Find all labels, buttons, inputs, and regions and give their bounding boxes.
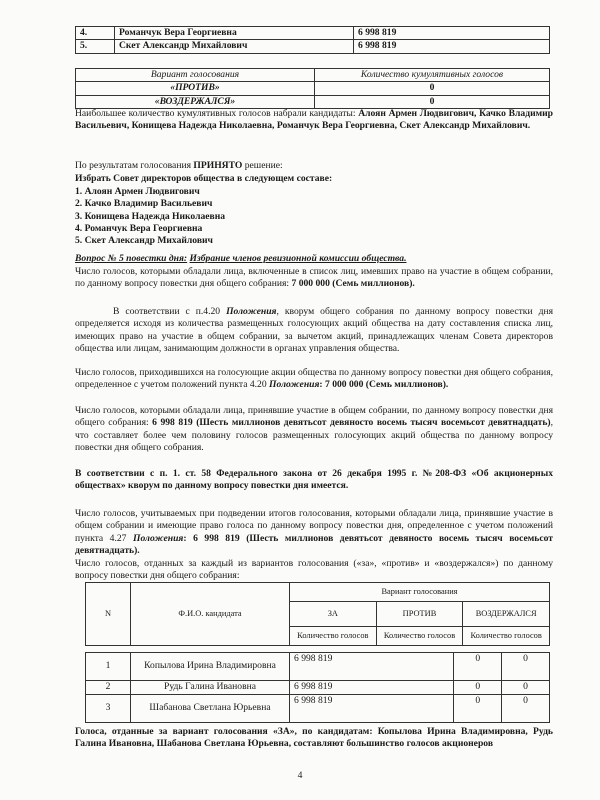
row-number: 4. — [76, 27, 115, 40]
vote-table-header — [85, 582, 550, 646]
variant-table — [75, 68, 550, 109]
row-number: 3 — [86, 695, 131, 723]
header-count: Количество голосов — [376, 627, 463, 646]
header-n: N — [86, 583, 131, 646]
votes-za: 6 998 819 — [290, 695, 454, 723]
list-item: 2. Качко Владимир Васильевич — [75, 198, 213, 210]
vote-table — [85, 652, 550, 723]
table-row — [86, 695, 550, 723]
table-row — [76, 27, 550, 40]
candidate-votes: 6 998 819 — [354, 27, 550, 40]
table-row — [76, 40, 550, 53]
row-number: 5. — [76, 40, 115, 53]
table-row — [86, 653, 550, 681]
variant-count: 0 — [315, 82, 550, 95]
variant-label: «ПРОТИВ» — [76, 82, 315, 95]
votes-vozd: 0 — [502, 681, 550, 695]
header-variant: Вариант голосования — [76, 69, 315, 82]
candidate-name: Рудь Галина Ивановна — [131, 681, 290, 695]
header-variant: Вариант голосования — [290, 583, 550, 602]
votes-vozd: 0 — [502, 653, 550, 681]
row-number: 1 — [86, 653, 131, 681]
table-row — [86, 681, 550, 695]
result-paragraph: По результатам голосования ПРИНЯТО решение: — [75, 160, 283, 171]
candidate-name: Романчук Вера Георгиевна — [115, 27, 354, 40]
row-number: 2 — [86, 681, 131, 695]
table-header-row — [86, 583, 550, 602]
votes-protiv: 0 — [454, 653, 502, 681]
question-5-heading: Вопрос № 5 повестки дня: Избрание членов ревизионной комиссии общества. — [75, 253, 407, 264]
candidate-name: Копылова Ирина Владимировна — [131, 653, 290, 681]
table-row — [76, 82, 550, 95]
header-fio: Ф.И.О. кандидата — [131, 583, 290, 646]
paragraph-voters-list: Число голосов, которыми обладали лица, включенные в список лиц, имевших право на участие в общем собрании, по данному вопросу повестки дня общего собрания: 7 000 000 (Семь миллионов). — [75, 266, 553, 290]
candidate-name: Скет Александр Михайлович — [115, 40, 354, 53]
list-item: 4. Романчук Вера Георгиевна — [75, 222, 203, 234]
header-count: Количество голосов — [290, 627, 377, 646]
top-candidates-table — [75, 26, 550, 54]
header-protiv: ПРОТИВ — [376, 602, 463, 627]
variant-label: «ВОЗДЕРЖАЛСЯ» — [76, 95, 315, 108]
header-count: Количество кумулятивных голосов — [315, 69, 550, 82]
votes-protiv: 0 — [454, 695, 502, 723]
list-item: 1. Алоян Армен Людвигович — [75, 186, 200, 197]
paragraph-counted-votes: Число голосов, учитываемых при подведении итогов голосования, которыми обладали лица, принявшие участие в общем собрании и имеющие право голоса по данному вопросу повестки дня, определенное с учетом положений пункта 4.27 Положения: 6 998 819 (Шесть миллионов девятьсот девяносто восемь тысяч восемьсот девятнадцать). — [75, 508, 553, 556]
list-item: 3. Конищева Надежда Николаевна — [75, 210, 226, 222]
paragraph-votes-by-variant: Число голосов, отданных за каждый из вариантов голосования («за», «против» и «воздержался») по данному вопросу повестки дня общего собрания: — [75, 558, 553, 582]
paragraph-voting-shares: Число голосов, приходившихся на голосующие акции общества по данному вопросу повестки дня общего собрания, определенное с учетом положений пункта 4.20 Положения: 7 000 000 (Семь миллионов). — [75, 367, 553, 391]
paragraph-final: Голоса, отданные за вариант голосования «ЗА», по кандидатам: Копылова Ирина Владимировна, Рудь Галина Ивановна, Шабанова Светлана Юрьевна, составляют большинство голосов акционеров — [75, 726, 553, 750]
votes-vozd: 0 — [502, 695, 550, 723]
header-vozd: ВОЗДЕРЖАЛСЯ — [463, 602, 550, 627]
table-row — [76, 95, 550, 108]
votes-za: 6 998 819 — [290, 681, 454, 695]
votes-protiv: 0 — [454, 681, 502, 695]
page-number: 4 — [297, 770, 303, 781]
paragraph-quorum-rule: В соответствии с п.4.20 Положения, кворум общего собрания по данному вопросу повестки дня определяется исходя из количества размещенных голосующих акций общества на дату составления списка лиц, имеющих право на участие в общем собрании, за вычетом акций, принадлежащих членам Совета директоров общества или лицам, занимающим должности в органах управления общества. — [75, 306, 554, 354]
candidate-name: Шабанова Светлана Юрьевна — [131, 695, 290, 723]
elect-list — [75, 186, 375, 247]
variant-count: 0 — [315, 95, 550, 108]
elect-heading: Избрать Совет директоров общества в следующем составе: — [75, 173, 333, 184]
header-count: Количество голосов — [463, 627, 550, 646]
votes-za: 6 998 819 — [290, 653, 454, 681]
list-item: 5. Скет Александр Михайлович — [75, 235, 213, 247]
paragraph-participants: Число голосов, которыми обладали лица, принявшие участие в общем собрании, по данному вопросу повестки дня общего собрания: 6 998 819 (Шесть миллионов девятьсот девяносто восемь тысяч восемьсот девятнадцать), что составляет более чем половину голосов размещенных голосующих акций общества по данному вопросу повестки дня общего собрания. — [75, 405, 553, 453]
most-votes-paragraph: Наибольшее количество кумулятивных голосов набрали кандидаты: Алоян Армен Людвигович, Качко Владимир Васильевич, Конищева Надежда Николаевна, Романчук Вера Георгиевна, Скет Александр Михайлович. — [75, 108, 553, 132]
table-header-row — [76, 69, 550, 82]
candidate-votes: 6 998 819 — [354, 40, 550, 53]
header-za: ЗА — [290, 602, 377, 627]
paragraph-quorum-law: В соответствии с п. 1. ст. 58 Федерального закона от 26 декабря 1995 г. №208-ФЗ «Об акционерных обществах» кворум по данному вопросу повестки дня имеется. — [75, 468, 553, 492]
